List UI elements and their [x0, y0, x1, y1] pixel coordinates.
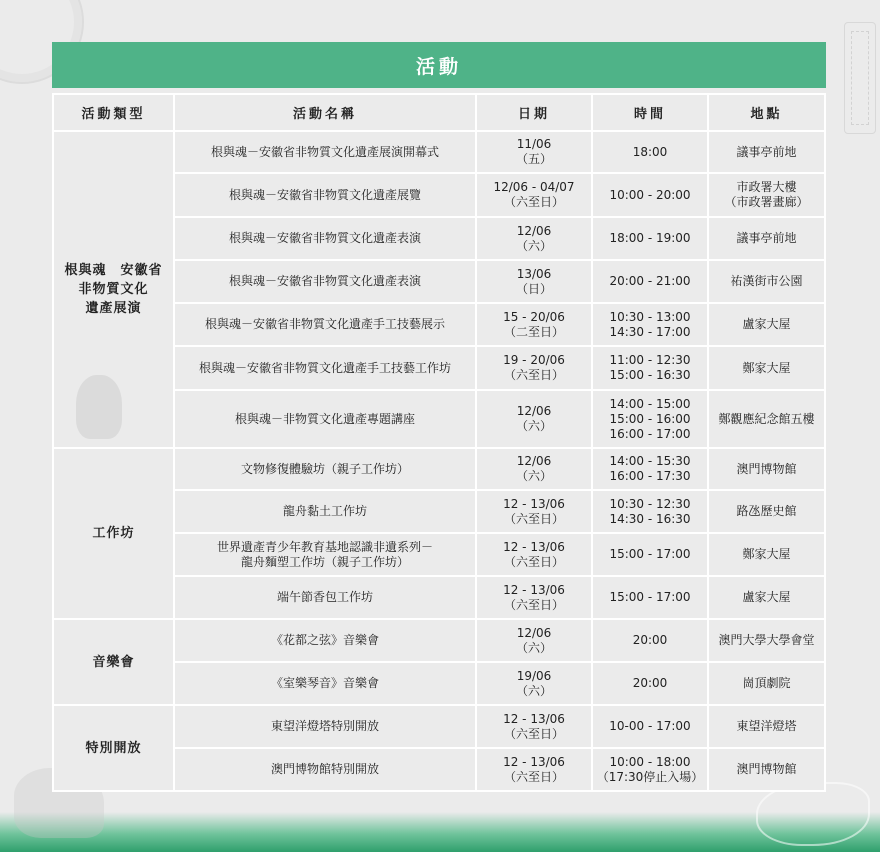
cell-line: 鄭家大屋 [742, 360, 791, 375]
date-cell [477, 218, 591, 259]
table-row [54, 620, 824, 661]
cell-line: 根與魂－安徽省非物質文化遺產表演 [228, 274, 421, 288]
name-cell [175, 132, 475, 172]
cell-line: 12/06 [516, 625, 552, 640]
cell-line: 10-00 - 17:00 [609, 719, 691, 733]
cell-line: 盧家大屋 [742, 590, 791, 604]
table-row [54, 132, 824, 172]
date-cell [477, 261, 591, 302]
cell-line: 14:00 - 15:00 [609, 396, 691, 411]
name-cell [175, 347, 475, 389]
cell-line: （六至日） [503, 511, 564, 526]
venue-cell [709, 449, 824, 489]
cell-line: 澳門博物館特別開放 [270, 762, 379, 776]
cell-line: 12 - 13/06 [503, 496, 565, 511]
cell-line: （五） [515, 152, 552, 166]
cell-line: 工作坊 [92, 526, 135, 541]
cell-line: 文物修復體驗坊（親子工作坊） [240, 461, 409, 476]
venue-cell [709, 174, 824, 216]
cell-line: （六） [515, 419, 552, 433]
cell-line: 14:00 - 15:30 [609, 454, 691, 468]
cell-line: 龍舟麵塑工作坊（親子工作坊） [240, 554, 409, 569]
table-header-row [54, 95, 824, 130]
name-cell [175, 620, 475, 661]
venue-cell [709, 491, 824, 532]
cell-line: 路氹歷史館 [736, 504, 797, 518]
cell-line: 16:00 - 17:00 [609, 426, 691, 441]
date-cell [477, 577, 591, 618]
cell-line: 音樂會 [92, 654, 135, 670]
time-cell [593, 534, 707, 575]
venue-cell [709, 534, 824, 575]
cell-line: 16:00 - 17:30 [609, 469, 691, 483]
cell-line: （六） [515, 640, 552, 655]
cell-line: 20:00 [632, 633, 668, 647]
venue-cell [709, 304, 824, 345]
header-name: 活動名稱 [175, 95, 475, 130]
time-cell [593, 706, 707, 747]
cell-line: 東望洋燈塔特別開放 [270, 719, 379, 733]
time-cell [593, 347, 707, 389]
cell-line: 東望洋燈塔 [736, 719, 797, 733]
cell-line: （六至日） [503, 368, 564, 382]
cell-line: 根與魂－安徽省非物質文化遺產展覽 [228, 187, 421, 202]
header-venue: 地點 [709, 95, 824, 130]
name-cell [175, 577, 475, 618]
activities-table [52, 93, 826, 792]
cell-line: 澳門博物館 [736, 762, 797, 776]
cell-line: 遺產展演 [85, 301, 142, 316]
venue-cell [709, 749, 824, 790]
date-cell [477, 132, 591, 172]
venue-cell [709, 391, 824, 447]
time-cell [593, 449, 707, 489]
cell-line: 澳門大學大學會堂 [718, 633, 815, 647]
category-cell [54, 620, 173, 704]
cell-line: 《室樂琴音》音樂會 [270, 676, 379, 690]
table-row [54, 706, 824, 747]
cell-line: 鄭觀應紀念館五樓 [718, 411, 815, 426]
cell-line: 11/06 [516, 137, 552, 151]
name-cell [175, 491, 475, 532]
name-cell [175, 706, 475, 747]
cell-line: 12 - 13/06 [503, 711, 565, 726]
category-cell [54, 706, 173, 790]
venue-cell [709, 663, 824, 704]
date-cell [477, 174, 591, 216]
cell-line: （六至日） [503, 769, 564, 784]
cell-line: 12 - 13/06 [503, 582, 565, 597]
cell-line: 15:00 - 17:00 [609, 547, 691, 561]
date-cell [477, 534, 591, 575]
time-cell [593, 261, 707, 302]
name-cell [175, 749, 475, 790]
time-cell [593, 304, 707, 345]
cell-line: 根與魂－安徽省非物質文化遺產表演 [228, 231, 421, 245]
cell-line: 議事亭前地 [736, 231, 797, 245]
date-cell [477, 620, 591, 661]
date-cell [477, 491, 591, 532]
cell-line: 11:00 - 12:30 [609, 353, 691, 367]
name-cell [175, 391, 475, 447]
cell-line: 市政署大樓 [736, 180, 797, 194]
cell-line: （市政署畫廊） [724, 195, 809, 209]
cell-line: （二至日） [503, 324, 564, 339]
cell-line: 20:00 [632, 676, 668, 690]
table-body [54, 132, 824, 790]
cell-line: （17:30停止入場） [596, 769, 704, 784]
cell-line: 12 - 13/06 [503, 754, 565, 769]
time-cell [593, 663, 707, 704]
time-cell [593, 577, 707, 618]
cell-line: 盧家大屋 [742, 317, 791, 331]
category-cell [54, 132, 173, 447]
venue-cell [709, 577, 824, 618]
cell-line: （日） [515, 281, 552, 296]
cell-line: 非物質文化 [78, 282, 149, 297]
cell-line: 15:00 - 16:30 [609, 368, 691, 382]
date-cell [477, 449, 591, 489]
name-cell [175, 174, 475, 216]
cell-line: 14:30 - 16:30 [609, 511, 691, 526]
date-cell [477, 663, 591, 704]
cell-line: 19/06 [516, 668, 552, 683]
cell-line: 19 - 20/06 [503, 353, 565, 367]
cell-line: 端午節香包工作坊 [276, 590, 373, 604]
date-cell [477, 347, 591, 389]
cell-line: 根與魂－安徽省非物質文化遺產手工技藝展示 [204, 317, 445, 331]
venue-cell [709, 347, 824, 389]
cell-line: 根與魂－安徽省非物質文化遺產手工技藝工作坊 [198, 360, 451, 375]
cell-line: （六） [515, 683, 552, 698]
cell-line: （六至日） [503, 195, 564, 209]
cell-line: 鄭家大屋 [742, 547, 791, 561]
cell-line: （六） [515, 238, 552, 253]
category-cell [54, 449, 173, 618]
side-ornament [844, 22, 876, 134]
cell-line: （六至日） [503, 554, 564, 569]
time-cell [593, 218, 707, 259]
name-cell [175, 218, 475, 259]
cell-line: 18:00 - 19:00 [609, 231, 691, 245]
cell-line: 10:00 - 20:00 [609, 187, 691, 202]
cell-line: 根與魂－安徽省非物質文化遺產展演開幕式 [210, 144, 439, 159]
venue-cell [709, 218, 824, 259]
time-cell [593, 620, 707, 661]
cell-line: 議事亭前地 [736, 144, 797, 159]
page-title: 活動 [52, 42, 826, 88]
cell-line: 18:00 [632, 144, 668, 159]
venue-cell [709, 132, 824, 172]
cell-line: 12/06 - 04/07 [493, 180, 575, 194]
cell-line: 12/06 [516, 404, 552, 418]
cell-line: 15 - 20/06 [503, 309, 565, 324]
cell-line: 12 - 13/06 [503, 539, 565, 554]
time-cell [593, 491, 707, 532]
cell-line: 根與魂－非物質文化遺產專題講座 [234, 411, 415, 426]
time-cell [593, 132, 707, 172]
name-cell [175, 449, 475, 489]
time-cell [593, 749, 707, 790]
cell-line: 15:00 - 17:00 [609, 590, 691, 604]
cell-line: 10:00 - 18:00 [609, 754, 691, 769]
activities-panel [52, 42, 826, 799]
cell-line: 特別開放 [85, 740, 142, 756]
table-row [54, 449, 824, 489]
cell-line: 20:00 - 21:00 [609, 274, 691, 288]
cell-line: （六） [515, 469, 552, 483]
cell-line: （六至日） [503, 597, 564, 612]
cell-line: 12/06 [516, 223, 552, 238]
cell-line: 龍舟黏土工作坊 [282, 504, 367, 518]
cell-line: 世界遺產青少年教育基地認識非遺系列－ [216, 539, 433, 554]
name-cell [175, 663, 475, 704]
date-cell [477, 304, 591, 345]
header-date: 日期 [477, 95, 591, 130]
cell-line: 《花都之弦》音樂會 [270, 633, 379, 647]
cell-line: 根與魂 安徽省 [64, 263, 163, 278]
cell-line: 祐漢街市公園 [730, 274, 803, 288]
name-cell [175, 534, 475, 575]
name-cell [175, 304, 475, 345]
date-cell [477, 749, 591, 790]
header-type: 活動類型 [54, 95, 173, 130]
vase-ornament [76, 375, 122, 439]
cell-line: 13/06 [516, 266, 552, 281]
cell-line: 澳門博物館 [736, 461, 797, 476]
bottom-band [0, 812, 880, 852]
cell-line: 12/06 [516, 454, 552, 468]
date-cell [477, 391, 591, 447]
time-cell [593, 391, 707, 447]
venue-cell [709, 706, 824, 747]
cell-line: 崗頂劇院 [742, 676, 791, 690]
header-time: 時間 [593, 95, 707, 130]
cell-line: （六至日） [503, 726, 564, 741]
venue-cell [709, 261, 824, 302]
cell-line: 15:00 - 16:00 [609, 411, 691, 426]
cell-line: 14:30 - 17:00 [609, 324, 691, 339]
cell-line: 10:30 - 13:00 [609, 309, 691, 324]
cell-line: 10:30 - 12:30 [609, 496, 691, 511]
date-cell [477, 706, 591, 747]
time-cell [593, 174, 707, 216]
venue-cell [709, 620, 824, 661]
name-cell [175, 261, 475, 302]
